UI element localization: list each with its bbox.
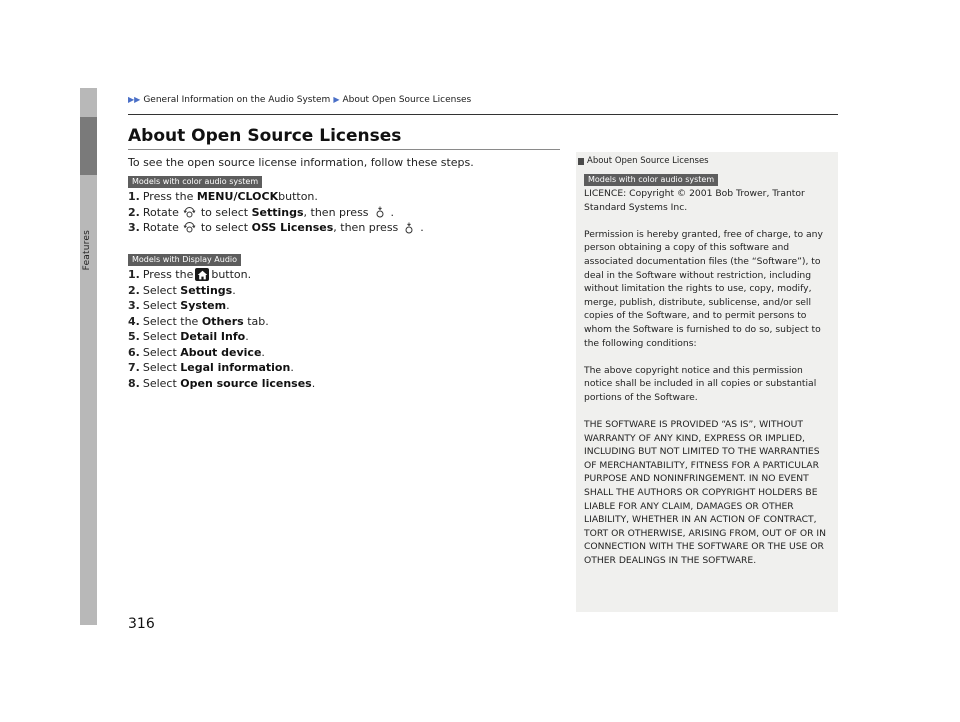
breadcrumb [128, 95, 471, 105]
sidebar-model-tag: Models with color audio system [584, 174, 718, 186]
step-item: 3. Select System . [128, 299, 230, 312]
selector-knob-icon [183, 222, 197, 234]
step-item: 8. Select Open source licenses . [128, 376, 316, 390]
step-item: 5. Select Detail Info . [128, 330, 249, 343]
note-marker-icon [578, 158, 584, 165]
page-title: About Open Source Licenses [128, 126, 402, 146]
page-number: 316 [128, 616, 155, 632]
step-item: 2. Rotate to select Settings , then press . [128, 205, 395, 219]
step-item: 4. Select the Others tab. [128, 314, 269, 328]
license-paragraph: THE SOFTWARE IS PROVIDED “AS IS”, WITHOUT WARRANTY OF ANY KIND, EXPRESS OR IMPLIED, INCLUDING BUT NOT LIMITED TO THE WARRANTIES OF MERCHANTABILITY, FITNESS FOR A PARTICULAR PURPOSE AND NONINFRINGEMENT. IN NO EVENT SHALL THE AUTHORS OR COPYRIGHT HOLDERS BE LIABLE FOR ANY CLAIM, DAMAGES OR OTHER LIABILITY, WHETHER IN AN ACTION OF CONTRACT, TORT OR OTHERWISE, ARISING FROM, OUT OF OR IN CONNECTION WITH THE SOFTWARE OR THE USE OR OTHER DEALINGS IN THE SOFTWARE. [584, 419, 827, 567]
step-item: 2. Select Settings . [128, 283, 236, 297]
model-tag-color-audio: Models with color audio system [128, 176, 262, 188]
side-tab-marker [80, 117, 97, 175]
breadcrumb-arrow-icon: ▶▶ [128, 95, 141, 104]
color-audio-steps [128, 189, 424, 236]
selector-knob-icon [183, 206, 197, 218]
step-item: 1. Press the button. [128, 268, 252, 281]
step-item: 1. Press the MENU/CLOCK button. [128, 190, 318, 203]
header-divider [128, 114, 838, 115]
breadcrumb-item[interactable]: General Information on the Audio System [143, 95, 331, 105]
sidebar-heading: About Open Source Licenses [578, 156, 709, 166]
breadcrumb-item[interactable]: About Open Source Licenses [342, 95, 472, 105]
breadcrumb-arrow-icon: ▶ [333, 95, 340, 104]
intro-text: To see the open source license information, follow these steps. [128, 156, 474, 169]
license-paragraph: The above copyright notice and this permission notice shall be included in all copies or substantial portions of the Software. [584, 364, 817, 403]
license-text [584, 187, 830, 581]
step-item: 6. Select About device . [128, 345, 265, 359]
side-tab-label: Features [82, 230, 92, 271]
license-paragraph: Permission is hereby granted, free of charge, to any person obtaining a copy of this software and associated documentation files (the “Software”), to deal in the Software without restriction, including without limitation the rights to use, copy, modify, merge, publish, distribute, sublicense, and/or sell copies of the Software, and to permit persons to whom the Software is furnished to do so, subject to the following conditions: [584, 228, 823, 349]
display-audio-steps [128, 267, 315, 391]
title-underline [128, 149, 560, 150]
step-item: 7. Select Legal information . [128, 361, 294, 374]
push-knob-icon [402, 222, 416, 234]
model-tag-display-audio: Models with Display Audio [128, 254, 241, 266]
home-icon [195, 268, 209, 281]
license-paragraph: LICENCE: Copyright © 2001 Bob Trower, Trantor Standard Systems Inc. [584, 188, 805, 213]
push-knob-icon [373, 206, 387, 218]
step-item: 3. Rotate to select OSS Licenses , then press . [128, 221, 424, 234]
